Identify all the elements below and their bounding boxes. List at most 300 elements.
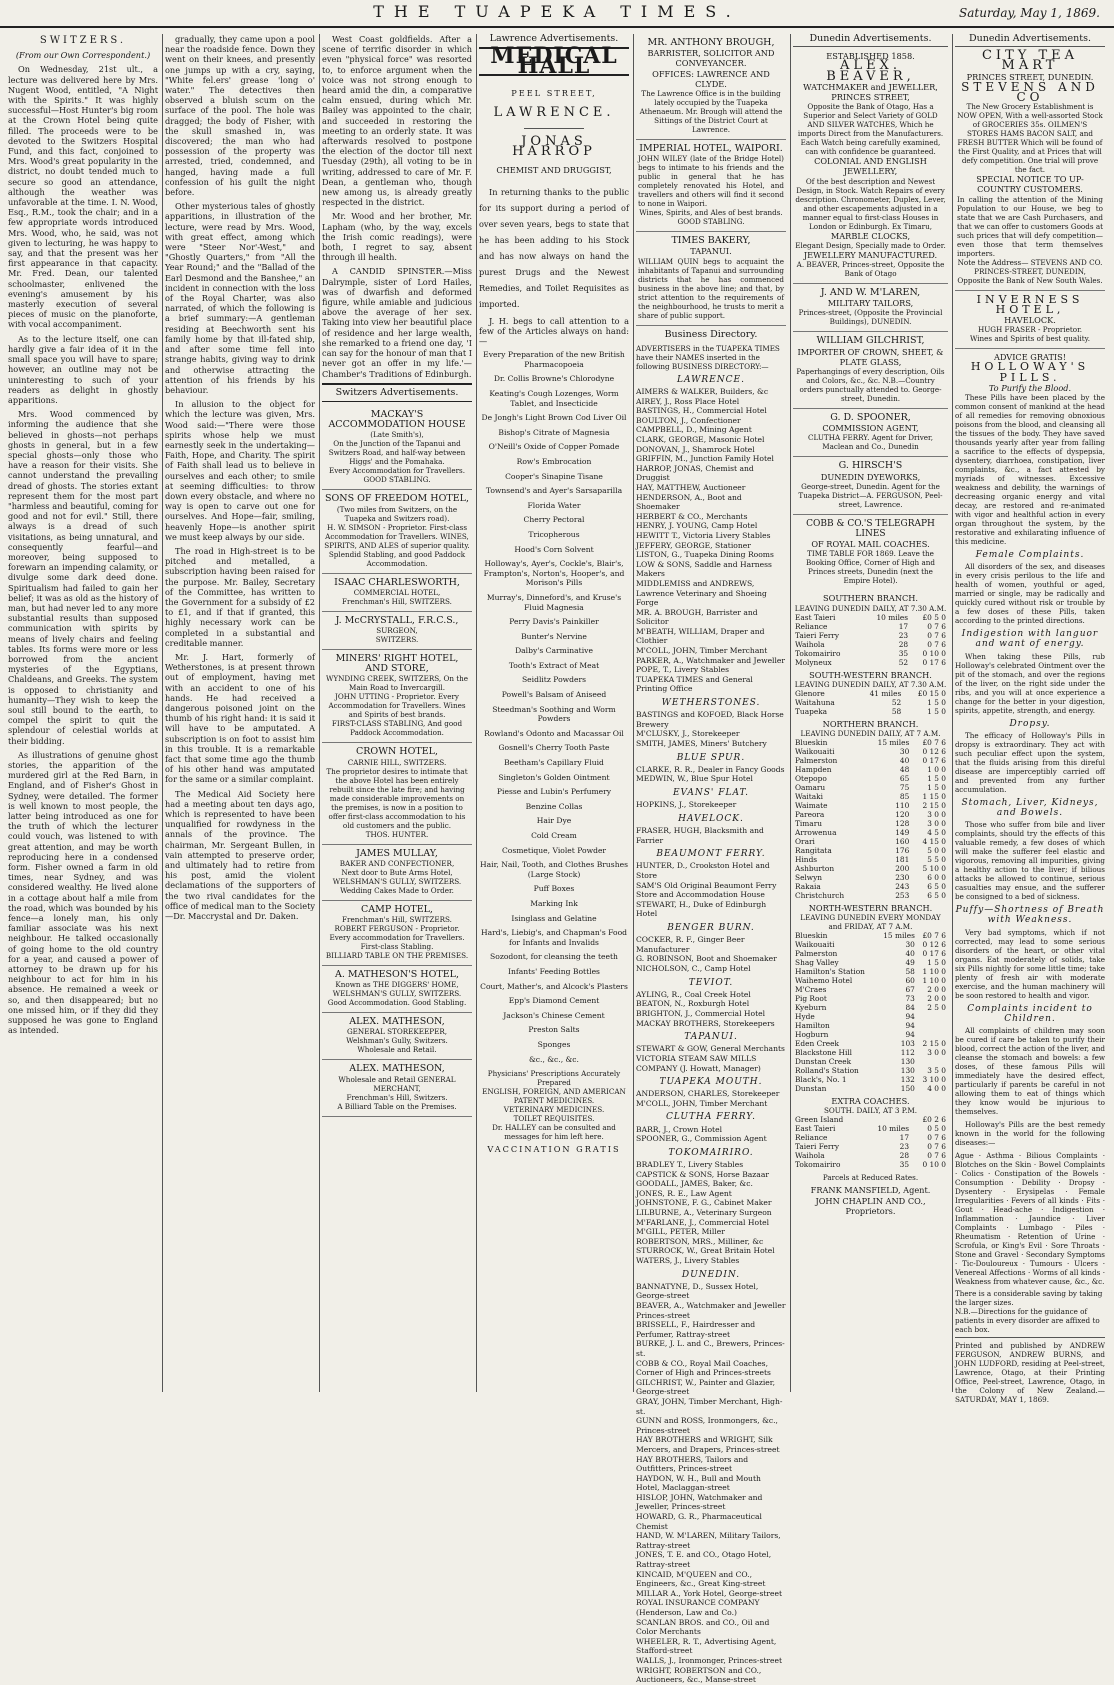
list-item: De Jongh's Light Brown Cod Liver Oil xyxy=(481,413,627,423)
ad-gilchrist xyxy=(793,332,948,409)
stop-distance: 49 xyxy=(905,958,915,968)
directory-entry: BANNATYNE, D., Sussex Hotel, George-street xyxy=(636,1281,759,1301)
stop-fare: 6 5 0 xyxy=(927,882,946,892)
list-item: Powell's Balsam of Aniseed xyxy=(501,690,607,700)
ad-block xyxy=(322,845,472,901)
ad-body2: Of the best description and Newest Design, in Stock. Watch Repairs of every description. Chronometer, Duplex, Lever, and other escapements adjusted in a manner equal to first-class Houses in London or Edinburgh. Ex Timaru, xyxy=(795,176,946,231)
table-row xyxy=(793,940,948,949)
ad-sub: Known as THE DIGGERS' HOME, xyxy=(335,980,459,990)
branch-note: SOUTH. DAILY, AT 3 P.M. xyxy=(823,1106,918,1116)
stop-distance: 85 xyxy=(899,792,910,802)
ad-foot: THOS. HUNTER. xyxy=(365,829,429,839)
stop-name: Pareora xyxy=(795,810,825,820)
directory-entry: M'COLL, JOHN, Timber Merchant xyxy=(636,1098,768,1108)
ad-block xyxy=(322,406,472,490)
ad-body3: Elegant Design, Specially made to Order. xyxy=(795,240,946,250)
subheading: Dropsy. xyxy=(1009,718,1051,729)
disease-list: Ague · Asthma · Bilious Complaints · Blotches on the Skin · Bowel Complaints · Colics · Constipation of the Bowels · Consumption · Debility · Dropsy · Dysentery · Erysipelas · Female Irregularities · Fevers of all kinds · Fits · Gout · Head-ache · Indigestion · Inflammation · Jaundice · Liver Complaints · Lumbago · Piles · Rheumatism · Retention of Urine · Scrofula, or King's Evil · Sore Throats · Stone and Gravel · Secondary Symptoms · Tic-Douloureux · Tumours · Ulcers · Venereal Affections · Worms of all kinds · Weakness from whatever cause, &c., &c. xyxy=(955,1151,1105,1287)
list-item: Hair, Nail, Tooth, and Clothes Brushes (Large Stock) xyxy=(480,860,628,879)
ad-body: SWITZERS. xyxy=(375,634,419,644)
table-row xyxy=(793,783,948,792)
directory-entry: HENRY, J. YOUNG, Camp Hotel xyxy=(636,521,758,531)
list-item: Cosmetique, Violet Powder xyxy=(501,845,607,855)
ad-sub: IMPORTER OF CROWN, SHEET, & PLATE GLASS, xyxy=(797,346,944,367)
ad-foot: Wedding Cakes Made to Order. xyxy=(340,885,454,895)
directory-entry: VICTORIA STEAM SAW MILLS COMPANY (J. Howatt, Manager) xyxy=(636,1053,761,1073)
subheading: Female Complaints. xyxy=(975,550,1085,561)
directory-entry: CLARKE, R. R., Dealer in Fancy Goods xyxy=(636,764,785,774)
stop-name: Waimate xyxy=(795,801,828,811)
stop-distance: 75 xyxy=(899,783,910,793)
list-item: Row's Embrocation xyxy=(516,456,592,466)
directory-names xyxy=(636,1089,786,1108)
table-row xyxy=(793,801,948,810)
article-paragraph: Mr. Wood and her brother, Mr. Lapham (who, by the way, excels the Irish comic readings), were both, I regret to say, absent through ill health. xyxy=(322,211,472,263)
directory-entry: STEWART, H., Duke of Edinburgh Hotel xyxy=(636,899,767,919)
article-paragraph: As illustrations of genuine ghost stories, the apparition of the murdered girl at the Red Barn, in England, and of Fisher's Ghost in Sydney, were detailed. The former is well known to most people, the latter being introduced as one for the truth of which the lecturer could vouch, was listened to with great attention, and may be worth reproducing here in a condensed form. Fisher owned a farm in old times, near Sydney, and was considered wealthy. He lived alone in a cottage about half a mile from the road, which was bounded by his fence—a lonely man, his only familiar associate was his next neighbour. He talked occasionally of going home to the old country for a year, and caused a power of attorney to be drawn up for his neighbour to act for him in his absence. He remained a week or so, and then disappeared; but no one missed him, or if they did they supposed he was gone to England as intended. xyxy=(8,749,158,1036)
stop-distance: 35 xyxy=(898,648,909,658)
stop-fare: £0 15 0 xyxy=(917,688,946,698)
ad-body: Frenchman's Hill, Switzers. xyxy=(346,1092,448,1102)
stop-distance: 60 xyxy=(905,976,915,986)
stop-fare: 1 5 0 xyxy=(927,697,946,707)
directory-entry: COCKER, R. F., Ginger Beer Manufacturer xyxy=(636,935,745,954)
directory-entry: M'FARLANE, J., Commercial Hotel xyxy=(636,1217,770,1227)
ad-body: CLUTHA FERRY. Agent for Driver, Maclean and Co., Dunedin xyxy=(808,433,933,452)
table-row xyxy=(793,689,948,698)
masthead xyxy=(0,0,1114,30)
branch-table xyxy=(793,689,948,716)
stop-distance: 132 xyxy=(900,1075,915,1085)
stop-distance: 10 miles xyxy=(876,612,909,622)
directory-entry: ANDERSON, CHARLES, Storekeeper xyxy=(636,1089,780,1099)
ad-sub: To Purify the Blood. xyxy=(988,382,1072,393)
stop-fare xyxy=(917,1057,948,1066)
divider xyxy=(524,128,584,129)
directory-entry: STEWART & GOW, General Merchants xyxy=(636,1044,785,1054)
stop-distance: 230 xyxy=(895,873,910,883)
ad-sub: Frenchman's Hill, SWITZERS. xyxy=(342,914,452,924)
ad-brough xyxy=(636,34,786,140)
stop-fare: 5 10 0 xyxy=(922,864,946,874)
stop-distance: 41 miles xyxy=(869,688,902,698)
directory-entry: WRIGHT, ROBERTSON and CO., Auctioneers, &c., Manse-street xyxy=(636,1665,762,1685)
stop-distance: 110 xyxy=(895,801,910,811)
size-note: There is a considerable saving by taking the larger sizes. xyxy=(955,1289,1103,1308)
stop-name: East Taieri xyxy=(795,1124,836,1134)
directory-entry: SCANLAN BROS. and CO., Oil and Color Merchants xyxy=(636,1617,770,1637)
stop-name: Hamilton's Station xyxy=(795,967,865,977)
stop-fare: 0 10 0 xyxy=(922,648,946,658)
stop-fare: 6 0 0 xyxy=(927,873,946,883)
ad-title: MACKAY'S ACCOMMODATION HOUSE xyxy=(328,408,466,431)
stop-fare: 1 15 0 xyxy=(922,792,946,802)
directory-entry: GOODALL, JAMES, Baker, &c. xyxy=(636,1179,753,1189)
paragraph: All complaints of children may soon be cured if care be taken to purify their blood, correct the action of the liver, and cleanse the stomach and bowels: a few doses, of these famous Pills will immediately have the desired effect, particularly if parents be careful in not allowing them to eat of things which they know would be injurious to themselves. xyxy=(955,1026,1105,1117)
stop-distance: 30 xyxy=(905,940,915,950)
ad-body: OFFICES: LAWRENCE AND CLYDE. xyxy=(652,68,770,89)
stop-name: Black's, No. 1 xyxy=(795,1075,847,1085)
subheading: Indigestion with languor and want of energy. xyxy=(961,629,1099,650)
directory-entry: HEWITT T., Victoria Livery Stables xyxy=(636,530,771,540)
directory-entry: GILCHRIST, W., Painter and Glazier, George-street xyxy=(636,1377,776,1397)
stop-fare: £0 7 6 xyxy=(922,931,946,941)
stop-name: Waihola xyxy=(795,639,825,649)
directory-entry: BURKE, J. L. and C., Brewers, Princes-st. xyxy=(636,1339,785,1358)
article-paragraph: West Coast goldfields. After a scene of terrific disorder in which even "physical force" was resorted to, to enforce argument when the voice was not strong enough to heard amid the din, a comparative calm ensued, during which Mr. Bailey was appointed to the chair, and succeeded in restoring the meeting to an orderly state. It was afterwards resolved to postpone the election of the doctor till next Tuesday (29th), all voting to be in writing, addressed to care of Mr. F. Dean, a gentleman who, though new among us, is already greatly respected in the district. xyxy=(322,34,472,208)
directory-entry: GRAY, JOHN, Timber Merchant, High-st. xyxy=(636,1396,783,1416)
stop-fare: 2 15 0 xyxy=(922,1039,946,1049)
directory-entry: BOULTON, J., Confectioner xyxy=(636,415,741,425)
ad-title: J. AND W. M'LAREN, xyxy=(820,287,921,299)
column-switzers-article xyxy=(8,34,163,1392)
ad-sub: CARNIE HILL, SWITZERS. xyxy=(347,757,447,767)
stop-distance: 65 xyxy=(899,774,910,784)
table-row xyxy=(793,792,948,801)
table-row xyxy=(793,882,948,891)
stop-fare: 3 0 0 xyxy=(927,810,946,820)
directory-entry: WATERS, J., Livery Stables xyxy=(636,1256,740,1266)
list-item: Singleton's Golden Ointment xyxy=(498,772,610,782)
stop-fare: 2 0 0 xyxy=(927,985,946,995)
veterinary: VETERINARY MEDICINES. xyxy=(503,1105,605,1115)
directory-entry: BASTINGS and KOFOED, Black Horse Brewery xyxy=(636,710,784,729)
stop-fare: 0 5 0 xyxy=(927,1124,946,1134)
directory-entry: STURROCK, W., Great Britain Hotel xyxy=(636,1246,775,1256)
stop-distance: 84 xyxy=(905,1003,915,1013)
column-switzers-article-cont xyxy=(165,34,320,1392)
parcels-note: Parcels at Reduced Rates. xyxy=(822,1173,919,1183)
stop-fare: 0 7 6 xyxy=(927,630,946,640)
stop-name: Oamaru xyxy=(795,783,826,793)
stop-fare: 3 5 0 xyxy=(927,1066,946,1076)
street-name: PEEL STREET, xyxy=(511,87,597,98)
ad-block xyxy=(322,901,472,966)
directory-entry: JOHNSTONE, F. G., Cabinet Maker xyxy=(636,1198,772,1208)
stop-fare: 1 5 0 xyxy=(927,958,946,968)
ad-body: JOHN UTTING - Proprietor. Every Accommodation for Travellers. Wines and Spirits of best brands. xyxy=(328,692,466,720)
directory-entry: BRISSELL, F., Hairdresser and Perfumer, Rattray-street xyxy=(636,1320,756,1339)
directory-entry: MEDWIN, W., Blue Spur Hotel xyxy=(636,774,753,784)
article-paragraph: Other mysterious tales of ghostly apparitions, in illustration of the lecture, were read by Mrs. Wood, with great effect, among which were "Steer Nor'-West," and "Ghostly Quarters," from "All the Year Round;" and the "Ballad of the Earl Desmond and the Banshee," an incident in connection with the loss of the Royal Charter, was also narrated, of which the following is a brief summary:—A gentleman residing at Beechworth sent his family home by that ill-fated ship, and after some time fell into strange habits, giving way to drink and otherwise attracting the attention of his friends by his behaviour. xyxy=(165,201,315,395)
stop-fare: 0 17 6 xyxy=(922,657,946,667)
stop-fare: 2 15 0 xyxy=(922,801,946,811)
ad-title: ALEX. MATHESON, xyxy=(349,1016,445,1028)
stop-name: Hampden xyxy=(795,765,832,775)
ad-body: Opposite the Bank of Otago, Has a Superior and Select Variety of GOLD AND SILVER WATCHES, Which he imports Direct from the Manufacturers. Each Watch being carefully examined, can with confidence be guaranteed. xyxy=(797,102,944,157)
ad-sub: OF ROYAL MAIL COACHES. xyxy=(811,539,930,550)
directory-names xyxy=(636,990,786,1028)
table-row xyxy=(793,1003,948,1012)
trade: CHEMIST AND DRUGGIST, xyxy=(496,165,612,176)
directory-place: TEVIOT. xyxy=(688,977,734,988)
table-row xyxy=(793,613,948,622)
stop-distance: 112 xyxy=(900,1048,915,1058)
ad-title: CITY TEA MART xyxy=(981,48,1079,74)
ad-sub: (Two miles from Switzers, on the Tuapeka and Switzers road). xyxy=(336,504,458,523)
ad-foot: Wines and Spirits of best quality. xyxy=(969,334,1090,344)
stop-name: Rangitata xyxy=(795,846,832,856)
directory-place: DUNEDIN. xyxy=(681,1269,741,1280)
ad-city-tea-mart xyxy=(955,47,1105,290)
stop-name: Reliance xyxy=(795,621,828,631)
stop-name: Dunstan xyxy=(795,1084,827,1094)
article-paragraph: As to the lecture itself, one can hardly give a fair idea of it in the small space you will have to spare; however, an outline may not be uninteresting to such of your readers as delight in ghostly apparitions. xyxy=(8,333,158,405)
paragraph: Holloway's Pills are the best remedy known in the world for the following diseases:— xyxy=(955,1120,1105,1148)
table-row xyxy=(793,891,948,900)
ad-imperial-hotel xyxy=(636,140,786,232)
directory-names xyxy=(636,826,786,845)
ad-block xyxy=(322,1013,472,1060)
stop-name: East Taieri xyxy=(795,612,836,622)
stop-fare: 0 12 6 xyxy=(922,747,946,757)
list-item: Beetham's Capillary Fluid xyxy=(504,758,604,768)
article-paragraph: Mr. J. Hart, formerly of Wetherstones, is at present thrown out of employment, having met with an accident to one of his hands. He had received a dangerous poisoned joint on the thumb of his right hand: it is said it will have to be amputated. A subscription is on foot to assist him in this trouble. It is a remarkable fact that some time ago the thumb of his other hand was amputated for the same or a similar complaint. xyxy=(165,651,315,785)
list-item: &c., &c., &c. xyxy=(529,1054,579,1064)
ad-sub: WATCHMAKER and JEWELLER, PRINCES STREET, xyxy=(803,81,938,103)
directory-list xyxy=(636,375,786,1685)
directory-place: LAWRENCE. xyxy=(677,374,745,385)
stop-distance: 130 xyxy=(900,1066,915,1076)
list-item: Cherry Pectoral xyxy=(523,515,585,525)
stop-fare xyxy=(917,1030,948,1039)
proprietor-name: JONAS HARROP xyxy=(512,134,596,160)
stop-name: Pig Root xyxy=(795,994,827,1004)
directory-entry: M'GILL, PETER, Miller xyxy=(636,1227,725,1237)
ad-block xyxy=(322,574,472,612)
paragraph: When taking these Pills, rub Holloway's celebrated Ointment over the pit of the stomach, and over the regions of the liver, on the right side under the ribs, and you will at once experience a change for the better in your digestion, spirits, appetite, strength, and energy. xyxy=(955,651,1105,715)
list-item: Every Preparation of the new British Pharmacopoeia xyxy=(483,350,625,369)
stop-fare: 3 10 0 xyxy=(922,1075,946,1085)
stop-name: Blueskin xyxy=(795,738,828,748)
stop-distance: 52 xyxy=(898,657,909,667)
stop-distance: 40 xyxy=(905,949,915,959)
stop-distance: 30 xyxy=(899,747,910,757)
ad-block xyxy=(322,612,472,650)
column-switzers-ads xyxy=(322,34,477,1392)
timetables xyxy=(793,593,948,1169)
ad-hirsch xyxy=(793,457,948,514)
stop-name: Tokomairiro xyxy=(795,648,841,658)
directory-entry: MACKAY BROTHERS, Storekeepers xyxy=(636,1018,775,1028)
directory-entry: BASTINGS, H., Commercial Hotel xyxy=(636,406,767,416)
directory-entry: M'COLL, JOHN, Timber Merchant xyxy=(636,646,768,656)
list-item: Townsend's and Ayer's Sarsaparilla xyxy=(485,486,623,496)
stop-distance: 58 xyxy=(891,706,902,716)
stop-fare: 4 15 0 xyxy=(922,837,946,847)
ad-body: George-street, Dunedin. Agent for the Tuapeka District—A. FERGUSON, Peel-street, Lawrence. xyxy=(798,481,943,509)
list-item: Holloway's, Ayer's, Cockle's, Blair's, Frampton's, Norton's, Hooper's, and Morison's Pills xyxy=(483,559,625,588)
directions-note: N.B.—Directions for the guidance of patients in every disorder are affixed to each box. xyxy=(955,1307,1100,1335)
ad-foot: A Billiard Table on the Premises. xyxy=(337,1101,457,1111)
directory-entry: DONOVAN, J., Shamrock Hotel xyxy=(636,444,755,454)
table-row xyxy=(793,855,948,864)
directory-entry: M'CLUSKY, J., Storekeeper xyxy=(636,729,740,739)
paragraph: Very bad symptoms, which if not corrected, may lead to some serious disorders of the heart, or other vital organs. Eat moderately of solids, take six Pills nightly for some little time; take plenty of fresh air with moderate exercise, and the human machinery will be soon restored to health and vigor. xyxy=(955,927,1105,1000)
ad-sub: COMMISSION AGENT, xyxy=(822,423,919,434)
column-medical-hall xyxy=(479,34,634,1392)
stop-name: Waihola xyxy=(795,1151,825,1161)
ad-head: ADVICE GRATIS! xyxy=(993,352,1067,363)
ad-foot: Wines, Spirits, and Ales of best brands. GOOD STABLING. xyxy=(639,208,783,227)
stop-distance: 23 xyxy=(899,1142,910,1152)
table-row xyxy=(793,1066,948,1075)
ad-body: JOHN WILEY (late of the Bridge Hotel) begs to intimate to his friends and the public in general that he has completely renovated his Hotel, and travellers and others will find it second to none in Waipori. xyxy=(638,154,784,209)
ad-sub: GENERAL STOREKEEPER, xyxy=(346,1027,448,1037)
table-row xyxy=(793,631,948,640)
articles-list xyxy=(479,350,629,1064)
directory-entry: JEFFERY, GEORGE, Stationer xyxy=(636,540,751,550)
table-row xyxy=(793,931,948,940)
ad-title: CROWN HOTEL, xyxy=(356,746,438,758)
directory-entry: JONES, R. E., Law Agent xyxy=(636,1188,732,1198)
stop-fare: 5 0 0 xyxy=(927,846,946,856)
stop-distance: 200 xyxy=(895,864,910,874)
ad-body: Next door to Bute Arms Hotel, WELSHMAN'S GULLY, SWITZERS. xyxy=(332,867,462,886)
stop-distance: 103 xyxy=(900,1039,915,1049)
directory-entry: HAYDON, W. H., Bull and Mouth Hotel, Maclaggan-street xyxy=(636,1473,761,1493)
directory-entry: SAM'S Old Original Beaumont Ferry Store and Accommodation House xyxy=(636,880,777,900)
directory-title: Business Directory. xyxy=(664,328,758,340)
stop-distance: 58 xyxy=(905,967,915,977)
ad-title: COBB & CO.'S TELEGRAPH LINES xyxy=(806,518,935,540)
directory-entry: HAY BROTHERS, Tailors and Outfitters, Princes-street xyxy=(636,1454,749,1474)
stop-distance: 15 miles xyxy=(877,738,910,748)
ad-body: On the Junction of the Tapanui and Switzers Road, and half-way between Higgs' and the Pomahaka. xyxy=(328,439,466,467)
stop-name: Blackstone Hill xyxy=(795,1048,853,1058)
stop-fare: 0 7 6 xyxy=(927,1142,946,1152)
directory-entry: GRIFFIN, M., Junction Family Hotel xyxy=(636,454,774,464)
table-row xyxy=(793,640,948,649)
list-item: Dr. Collis Browne's Chlorodyne xyxy=(493,374,615,384)
stop-name: Eden Creek xyxy=(795,1039,840,1049)
ad-body2: In calling the attention of the Mining Population to our House, we beg to state that we are Cash Purchasers, and that we can offer to customers Goods at such prices that will defy competition—even those that term themselves importers. xyxy=(957,194,1103,258)
branch-table xyxy=(793,613,948,667)
list-item: Isinglass and Gelatine xyxy=(511,913,597,923)
article-byline: (From our Own Correspondent.) xyxy=(15,50,151,61)
ad-sub: (Late Smith's), xyxy=(370,430,424,440)
article-paragraph: The road in High-street is to be pitched and metalled, a subscription having been raised for the purpose. Mr. Bailey, Secretary of the Committee, has written to the Government for a subsidy of £2 to £1, and if that if granted, this highly necessary work can be completed in a substantial and creditable manner. xyxy=(165,545,315,648)
stop-distance: 28 xyxy=(898,639,909,649)
issue-date: Saturday, May 1, 1869. xyxy=(959,6,1100,20)
ad-sub: Wholesale and Retail GENERAL MERCHANT, xyxy=(338,1074,456,1093)
table-row xyxy=(793,1115,948,1124)
ad-h3: MARBLE CLOCKS, xyxy=(830,230,911,241)
stop-distance: 15 miles xyxy=(883,931,915,941)
directory-place: TAPANUI. xyxy=(684,1032,738,1043)
table-row xyxy=(793,967,948,976)
directory-entry: ROBERTSON, MRS., Milliner, &c xyxy=(636,1236,764,1246)
toilet: TOILET REQUISITES. xyxy=(513,1114,595,1124)
stop-distance: 94 xyxy=(905,1021,915,1031)
directory-place: HAVELOCK. xyxy=(678,813,744,824)
stop-fare: 0 10 0 xyxy=(922,1160,946,1170)
ad-body: Welshman's Gully, Switzers. xyxy=(346,1036,448,1046)
stop-distance: 40 xyxy=(899,756,910,766)
directory-entry: BEATON, N., Roxburgh Hotel xyxy=(636,999,750,1009)
list-item: Seidlitz Powders xyxy=(521,675,587,685)
ad-body: H. W. SIMSON - Proprietor. First-class Accommodation for Travellers. WINES, SPIRITS, AND ALES of superior quality. xyxy=(324,522,470,550)
ad-title: TIMES BAKERY, xyxy=(671,235,751,247)
list-item: Tooth's Extract of Meat xyxy=(508,660,600,670)
directory-entry: BRADLEY T., Livery Stables xyxy=(636,1160,744,1170)
directory-place: CLUTHA FERRY. xyxy=(666,1112,756,1123)
stop-fare: 4 0 0 xyxy=(927,1084,946,1094)
proprietors: JOHN CHAPLIN AND CO., Proprietors. xyxy=(815,1195,926,1216)
stop-fare: 0 7 6 xyxy=(927,621,946,631)
directory-entry: GUNN and ROSS, Ironmongers, &c., Princes-street xyxy=(636,1416,778,1435)
intro: In returning thanks to the public for its support during a period of over seven years, begs to state that he has been adding to his Stock and has now always on hand the purest Drugs and the Newest Remedies, and Toilet Requisites as imported. xyxy=(479,186,629,309)
article-paragraph: Mrs. Wood commenced by informing the audience that she believed in ghosts—not perhaps ghosts in general, but in a few special ghosts—only those who have a reason for their visits. She cannot understand the prevailing dread of ghosts. The stories extant represent them for the most part "harmless and beautiful, coming for good and not for evil." Still, there always is a dread of such visitations, as being unnatural, and consequently fearful—and moreover, being supposed to forewarn an impending calamity, or divulge some dark deed done. Spiritualism had failed to gain her belief; it was as old as the history of man, but had never led to any more substantial results than supposed communication with spirits by means of lively chairs and feeling tables. Its forms were more or less borrowed from the ancient mysteries of the Egyptians, Chaldeans, and Greeks. The system is opposed to christianity and humanity—They wish to keep the soul still bound to the earth, to compel the spirit to quit the splendour of celestial worlds at their bidding. xyxy=(8,409,158,746)
table-row xyxy=(793,976,948,985)
list-item: Jackson's Chinese Cement xyxy=(503,1010,605,1020)
ad-address: Note the Address— STEVENS AND CO. PRINCES-STREET, DUNEDIN, Opposite the Bank of New South Wales. xyxy=(957,257,1103,285)
paragraph: The efficacy of Holloway's Pills in dropsy is extraordinary. They act with such peculiar effect upon the system, that the fluids arising from this direful disease are imperceptibly carried off and prevented from any further accumulation. xyxy=(955,730,1105,794)
directory-entry: M'BEATH, WILLIAM, Draper and Clothier xyxy=(636,626,765,646)
subheading: Complaints incident to Children. xyxy=(967,1003,1093,1024)
agent: FRANK MANSFIELD, Agent. xyxy=(810,1185,931,1196)
table-row xyxy=(793,985,948,994)
directory-entry: HERBERT & CO., Merchants xyxy=(636,511,748,521)
list-item: Puff Boxes xyxy=(533,884,575,894)
branch-table xyxy=(793,931,948,1093)
patent-medicines: ENGLISH, FOREIGN, AND AMERICAN PATENT MEDICINES. xyxy=(482,1087,626,1106)
section-header: Dunedin Advertisements. xyxy=(793,34,948,47)
table-row xyxy=(793,1133,948,1142)
table-row xyxy=(793,949,948,958)
directory-place: BEAUMONT FERRY. xyxy=(656,849,766,860)
list-item: Epp's Diamond Cement xyxy=(508,996,600,1006)
stop-fare: 5 5 0 xyxy=(927,855,946,865)
ad-title: A. MATHESON'S HOTEL, xyxy=(335,968,459,980)
stop-distance: 73 xyxy=(905,994,915,1004)
list-item: Benzine Collas xyxy=(525,801,583,811)
directory-entry: AYLING, R., Coal Creek Hotel xyxy=(636,989,751,999)
stop-fare: 0 7 6 xyxy=(927,1151,946,1161)
holloway-text xyxy=(955,393,1105,1147)
ad-foot: Every Accommodation for Travellers. GOOD STABLING. xyxy=(329,466,465,485)
ad-body: HUGH FRASER - Proprietor. xyxy=(977,325,1083,335)
stop-fare: 0 7 6 xyxy=(927,1133,946,1143)
table-row xyxy=(793,1048,948,1057)
stop-distance: 17 xyxy=(898,621,909,631)
ad-title: IMPERIAL HOTEL, WAIPORI. xyxy=(639,143,783,155)
stop-distance: 130 xyxy=(900,1057,915,1067)
stop-fare: £0 5 0 xyxy=(922,612,946,622)
table-row xyxy=(793,1057,948,1066)
list-item: Sponges xyxy=(537,1039,571,1049)
stop-fare: £0 7 6 xyxy=(922,738,946,748)
table-row xyxy=(793,1021,948,1030)
stop-name: Palmerston xyxy=(795,949,838,959)
table-row xyxy=(793,1075,948,1084)
stop-name: Kyeburn xyxy=(795,1003,827,1013)
article-paragraph: The Medical Aid Society here had a meeting about ten days ago, which is represented to have been unqualified for rowdyness in the annals of the province. The chairman, Mr. Sergeant Bullen, in vain attempted to preserve order, and ultimately had to retire from his post, amid the violent declamations of the supporters of the two rival candidates for the office of medical man to the Society—Dr. Maccrystal and Dr. Daken. xyxy=(165,788,315,922)
stop-name: Green Island xyxy=(795,1115,844,1125)
table-row xyxy=(793,1039,948,1048)
stop-fare: 1 5 0 xyxy=(927,774,946,784)
section-header: Switzers Advertisements. xyxy=(322,383,472,402)
directory-place: BLUE SPUR. xyxy=(676,752,746,763)
ad-block xyxy=(322,490,472,573)
stop-fare: 1 0 0 xyxy=(927,765,946,775)
directory-entry: LILBURNE, A., Veterinary Surgeon xyxy=(636,1208,772,1218)
list-item: Steedman's Soothing and Worm Powders xyxy=(492,704,616,724)
directory-entry: TUAPEKA TIMES and General Printing Office xyxy=(636,674,753,694)
ad-title: MR. ANTHONY BROUGH, xyxy=(647,37,775,48)
table-row xyxy=(793,837,948,846)
ad-title: CAMP HOTEL, xyxy=(361,903,433,915)
